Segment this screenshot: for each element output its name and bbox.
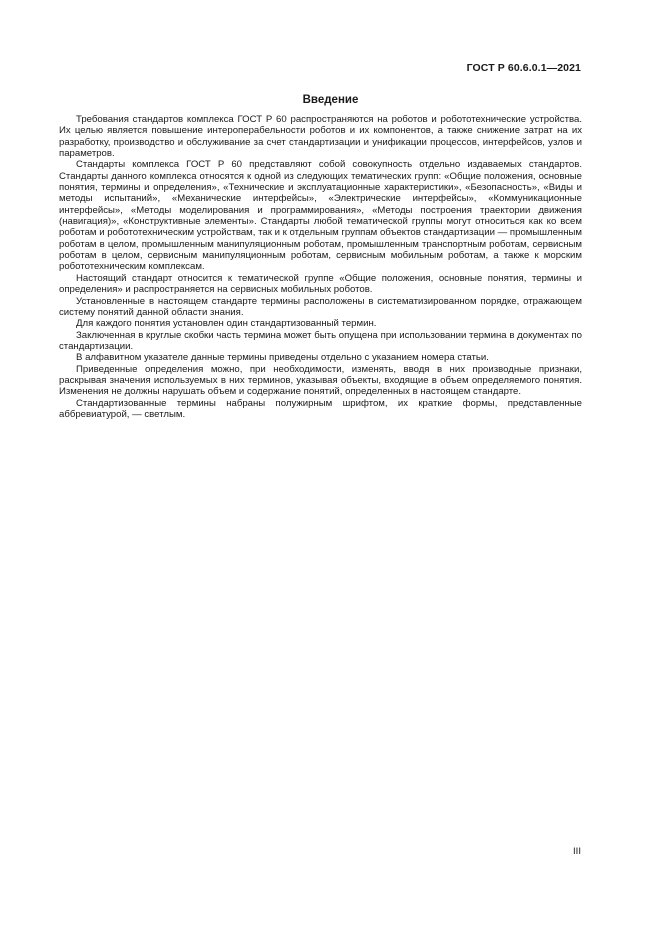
introduction-body xyxy=(59,114,582,420)
page-number: III xyxy=(573,846,581,857)
paragraph: Настоящий стандарт относится к тематической группе «Общие положения, основные понятия, термины и определения» и распространяется на сервисных мобильных роботов. xyxy=(59,272,582,296)
paragraph: Требования стандартов комплекса ГОСТ Р 60 распространяются на роботов и робототехнические устройства. Их целью является повышение интероперабельности роботов и их компонентов, а также снижение затрат на их разработку, производство и обслуживание за счет стандартизации и унификации процессов, интерфейсов, узлов и параметров. xyxy=(59,114,582,160)
paragraph: Установленные в настоящем стандарте термины расположены в систематизированном порядке, отражающем систему понятий данной области знания. xyxy=(59,295,582,318)
section-title: Введение xyxy=(302,94,359,106)
paragraph: Стандарты комплекса ГОСТ Р 60 представляют собой совокупность отдельно издаваемых стандартов. Стандарты данного комплекса относятся к одной из следующих тематических групп: «Общие положения, основные понятия, термины и определения», «Технические и эксплуатационные характеристики», «Безопасность», «Виды и методы испытаний», «Механические интерфейсы», «Электрические интерфейсы», «Коммуникационные интерфейсы», «Методы моделирования и программирования», «Методы построения траектории движения (навигация)», «Конструктивные элементы». Стандарты любой тематической группы могут относиться как ко всем роботам и робототехническим устройствам, так и к отдельным группам объектов стандартизации — промышленным роботам в целом, промышленным манипуляционным роботам, промышленным транспортным роботам, сервисным роботам в целом, сервисным манипуляционным роботам, сервисным мобильным роботам, а также к морским робототехническим комплексам. xyxy=(59,159,582,273)
paragraph: Приведенные определения можно, при необходимости, изменять, вводя в них производные признаки, раскрывая значения используемых в них терминов, указывая объекты, входящие в объем определяемого понятия. Изменения не должны нарушать объем и содержание понятий, определенных в настоящем стандарте. xyxy=(59,363,582,398)
paragraph: Заключенная в круглые скобки часть термина может быть опущена при использовании термина в документах по стандартизации. xyxy=(59,329,582,352)
paragraph: Для каждого понятия установлен один стандартизованный термин. xyxy=(76,318,377,330)
paragraph: В алфавитном указателе данные термины приведены отдельно с указанием номера статьи. xyxy=(76,352,489,364)
document-code: ГОСТ Р 60.6.0.1—2021 xyxy=(466,62,581,74)
paragraph: Стандартизованные термины набраны полужирным шрифтом, их краткие формы, представленные аббревиатурой, — светлым. xyxy=(59,397,582,420)
